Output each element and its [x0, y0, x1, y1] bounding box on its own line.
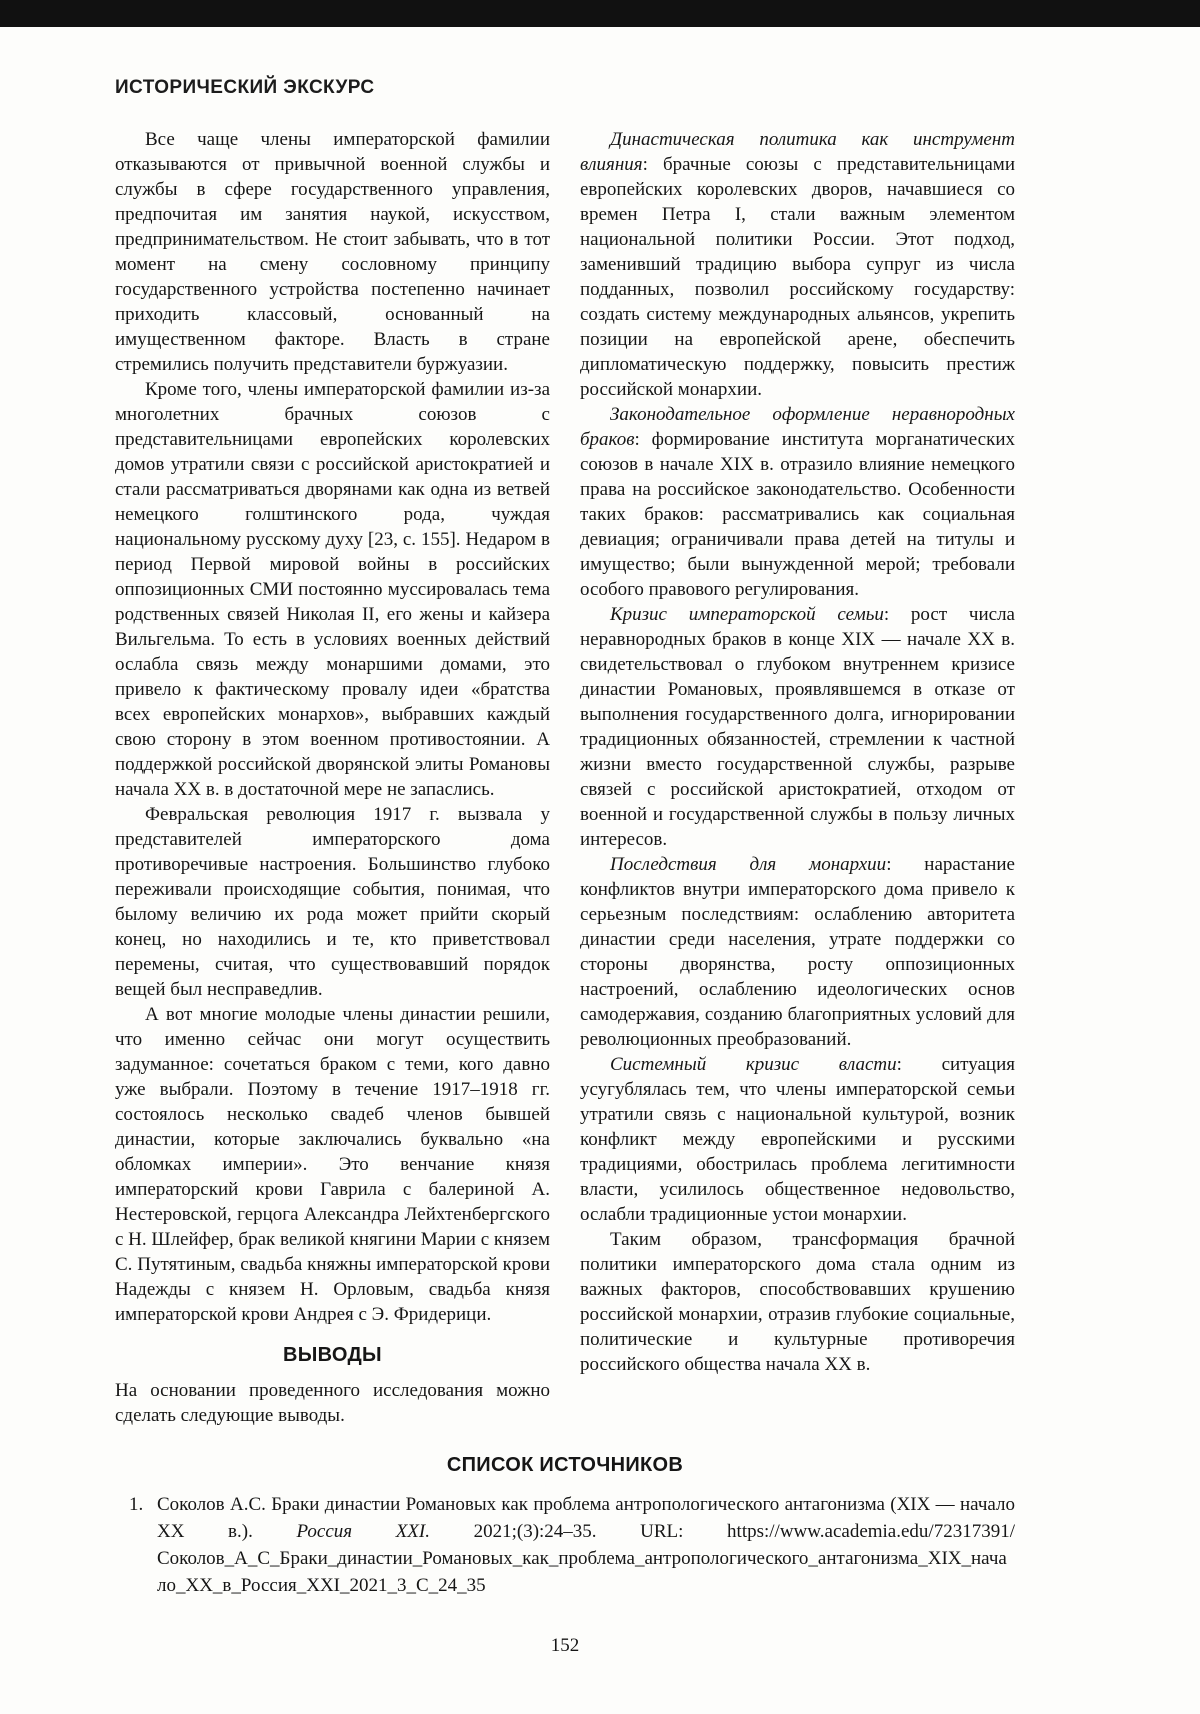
reference-text — [157, 1491, 1015, 1599]
paragraph: Кроме того, члены императорской фамилии из-за многолетних брачных союзов с представительницами европейских королевских домов утратили связи с российской аристократией и стали рассматриваться дворянами как одна из ветвей немецкого голштинского рода, чуждая национальному русскому духу [23, с. 155]. Недаром в период Первой мировой войны в российских оппозиционных СМИ постоянно муссировалась тема родственных связей Николая II, его жены и кайзера Вильгельма. То есть в условиях военных действий ослабла связь между монаршими домами, это привело к фактическому провалу идеи «братства всех европейских монархов», выбравших каждый свою сторону в этом военном противостоянии. А поддержкой российской дворянской элиты Романовы начала XX в. в достаточной мере не запаслись. — [115, 379, 550, 800]
paragraph-text: : формирование института морганатических союзов в начале XIX в. отразило влияние немецкого права на российское законодательство. Особенности таких браков: рассматривались как социальная девиация; ограничивали права детей на титулы и имущество; были вынужденной мерой; требовали особого правового регулирования. — [580, 429, 1015, 600]
page-number: 152 — [550, 1635, 580, 1656]
reference-authors-title: Соколов А.С. Браки династии Романовых как проблема антропологического антагонизма (XIX — начало XX в.). — [157, 1494, 1015, 1542]
paragraph-text: : нарастание конфликтов внутри императорского дома привело к серьезным последствиям: ослаблению авторитета династии среди населения, утрате поддержки со стороны дворянства, росту оппозиционных настроений, ослаблению идеологических основ самодержавия, созданию благоприятных условий для революционных преобразований. — [580, 854, 1015, 1050]
conclusions-heading: ВЫВОДЫ — [283, 1344, 382, 1366]
paragraph-text: : ситуация усугублялась тем, что члены императорской семьи утратили связь с национальной культурой, возник конфликт между европейскими и русскими традициями, обострилась проблема легитимности власти, усилилось общественное недовольство, ослабли традиционные устои монархии. — [580, 1054, 1015, 1225]
two-column-body — [115, 127, 1015, 1428]
right-column — [580, 127, 1015, 1428]
sources-heading: СПИСОК ИСТОЧНИКОВ — [446, 1454, 684, 1476]
paragraph: А вот многие молодые члены династии решили, что именно сейчас они могут осуществить задуманное: сочетаться браком с теми, кого давно уже выбрали. Поэтому в течение 1917–1918 гг. состоялось несколько свадеб членов бывшей династии, которые заключались буквально «на обломках империи». Это венчание князя императорский крови Гаврила с балериной А. Нестеровской, герцога Александра Лейхтенбергского с Н. Шлейфер, брак великой княгини Марии с князем С. Путятиным, свадьба княжны императорской крови Надежды с князем Н. Орловым, свадьба князя императорской крови Андрея с Э. Фридерици. — [115, 1004, 550, 1325]
paragraph-lead-italic: Последствия для монархии — [610, 854, 887, 875]
reference-item — [115, 1491, 1015, 1599]
reference-journal-italic: Россия XXI. — [296, 1521, 430, 1542]
sources-section — [115, 1454, 1015, 1599]
paragraph — [580, 402, 1015, 602]
paragraph: Таким образом, трансформация брачной политики императорского дома стала одним из важных факторов, способствовавших крушению российской монархии, отразив глубокие социальные, политические и культурные противоречия российского общества начала XX в. — [580, 1229, 1015, 1375]
paragraph — [580, 127, 1015, 402]
left-column — [115, 127, 550, 1428]
top-border-bar — [0, 0, 1200, 27]
reference-number: 1. — [129, 1494, 144, 1515]
paragraph — [580, 852, 1015, 1052]
conclusions-intro: На основании проведенного исследования можно сделать следующие выводы. — [115, 1380, 550, 1426]
paragraph-lead-italic: Законодательное оформление неравнородных браков — [580, 404, 1015, 450]
paragraph-text: : брачные союзы с представительницами европейских королевских дворов, начавшиеся со времен Петра I, стали важным элементом национальной политики России. Этот подход, заменивший традицию выбора супруг из числа подданных, позволил российскому государству: создать систему международных альянсов, укрепить позиции на европейской арене, обеспечить дипломатическую поддержку, повысить престиж российской монархии. — [580, 154, 1015, 400]
paragraph — [580, 602, 1015, 852]
paragraph: Все чаще члены императорской фамилии отказываются от привычной военной службы и службы в сфере государственного управления, предпочитая им занятия наукой, искусством, предпринимательством. Не стоит забывать, что в тот момент на смену сословному принципу государственного устройства постепенно начинает приходить классовый, основанный на имущественном факторе. Власть в стране стремились получить представители буржуазии. — [115, 129, 550, 375]
paragraph-lead-italic: Кризис императорской семьи — [610, 604, 884, 625]
reference-details-url: 2021;(3):24–35. URL: https://www.academia.edu/72317391/Соколов_А_С_Браки_династии_Романовых_как_проблема_антропологического_антагонизма_XIX_начало_XX_в_Россия_XXI_2021_3_С_24_35 — [157, 1521, 1015, 1596]
paragraph-lead-italic: Системный кризис власти — [610, 1054, 897, 1075]
paragraph-lead-italic: Династическая политика как инструмент влияния — [580, 129, 1015, 175]
paragraph-text: : рост числа неравнородных браков в конце XIX — начале XX в. свидетельствовал о глубоком внутреннем кризисе династии Романовых, проявлявшемся в отказе от выполнения государственного долга, игнорировании традиционных обязанностей, стремлении к частной жизни вместо государственной службы, разрыве связей с российской аристократией, отходом от военной и государственной службы в пользу личных интересов. — [580, 604, 1015, 850]
paragraph: Февральская революция 1917 г. вызвала у представителей императорского дома противоречивые настроения. Большинство глубоко переживали происходящие события, понимая, что былому величию их рода может прийти скорый конец, но находились и те, кто приветствовал перемены, считая, что существовавший порядок вещей был несправедлив. — [115, 804, 550, 1000]
running-header: ИСТОРИЧЕСКИЙ ЭКСКУРС — [115, 77, 375, 98]
paragraph — [580, 1052, 1015, 1227]
